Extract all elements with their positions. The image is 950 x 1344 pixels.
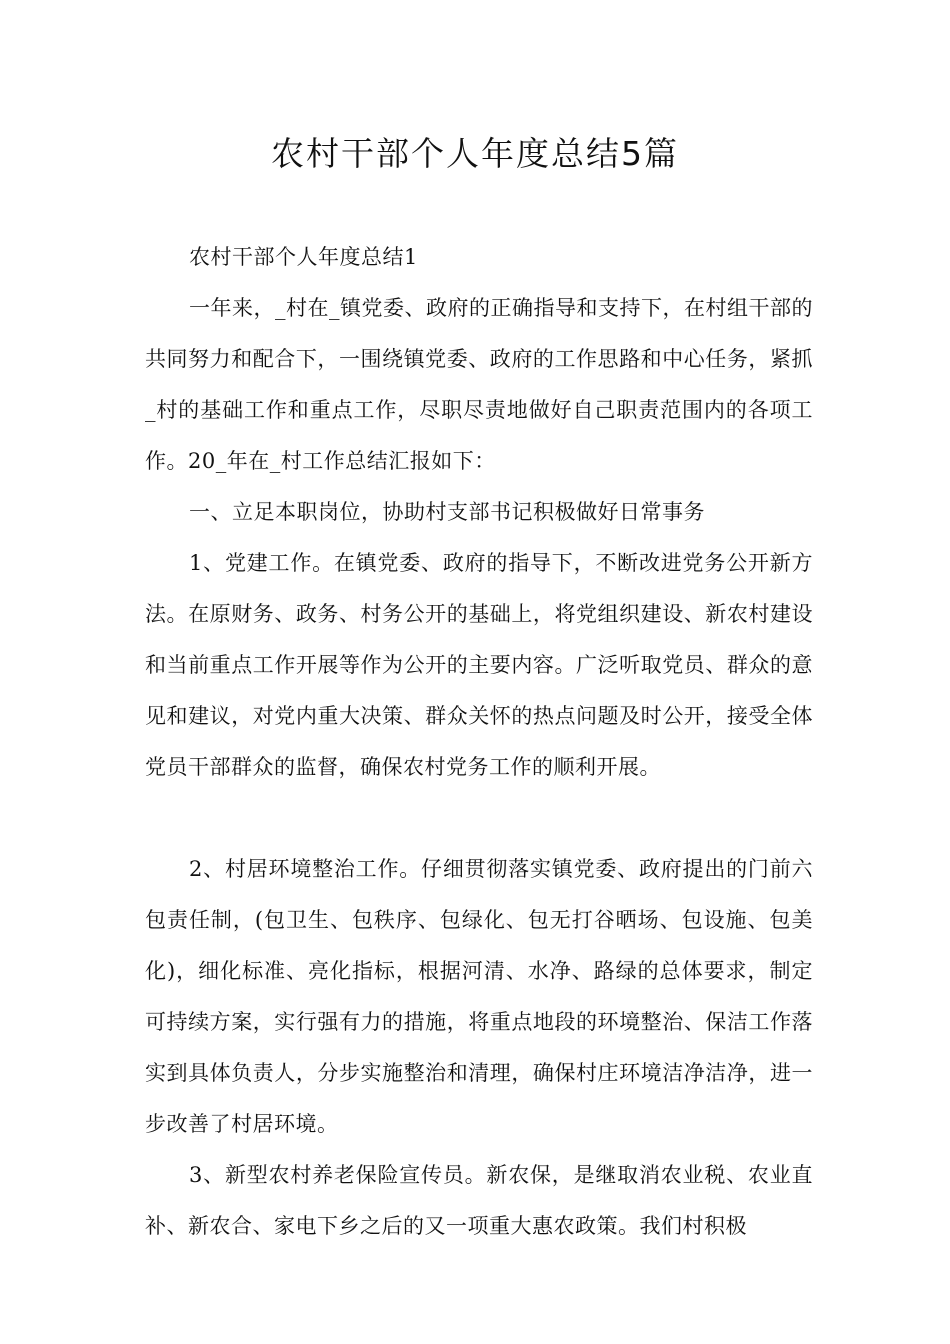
document-body	[145, 232, 813, 1252]
paragraph-party-building: 1、党建工作。在镇党委、政府的指导下，不断改进党务公开新方法。在原财务、政务、村务公开的基础上，将党组织建设、新农村建设和当前重点工作开展等作为公开的主要内容。广泛听取党员、群众的意见和建议，对党内重大决策、群众关怀的热点问题及时公开，接受全体党员干部群众的监督，确保农村党务工作的顺利开展。	[145, 551, 813, 779]
section-heading: 农村干部个人年度总结1	[189, 245, 418, 269]
section-heading-1: 一、立足本职岗位，协助村支部书记积极做好日常事务	[189, 500, 705, 524]
document-title: 农村干部个人年度总结5篇	[271, 134, 679, 173]
paragraph-pension: 3、新型农村养老保险宣传员。新农保，是继取消农业税、农业直补、新农合、家电下乡之后的又一项重大惠农政策。我们村积极	[145, 1163, 813, 1238]
paragraph-environment: 2、村居环境整治工作。仔细贯彻落实镇党委、政府提出的门前六包责任制，(包卫生、包秩序、包绿化、包无打谷晒场、包设施、包美化)，细化标准、亮化指标，根据河清、水净、路绿的总体要求，制定可持续方案，实行强有力的措施，将重点地段的环境整治、保洁工作落实到具体负责人，分步实施整治和清理，确保村庄环境洁净洁净，进一步改善了村居环境。	[145, 857, 813, 1136]
paragraph-intro: 一年来，_村在_镇党委、政府的正确指导和支持下，在村组干部的共同努力和配合下，一围绕镇党委、政府的工作思路和中心任务，紧抓_村的基础工作和重点工作，尽职尽责地做好自己职责范围内的各项工作。20_年在_村工作总结汇报如下：	[145, 296, 813, 473]
